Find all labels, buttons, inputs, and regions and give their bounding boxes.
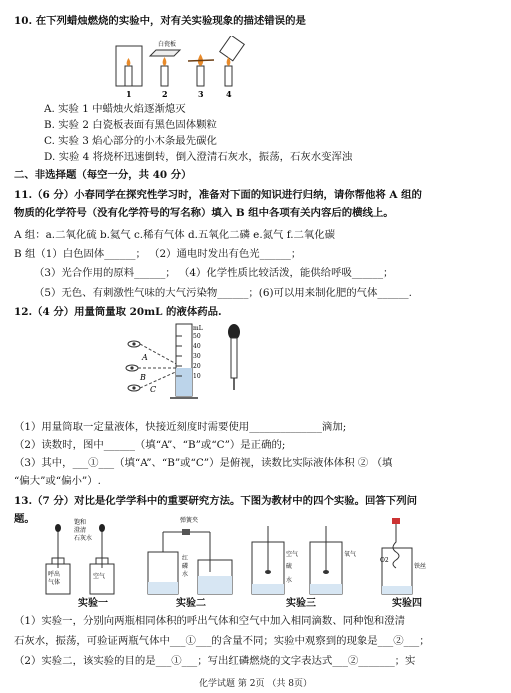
exp3-sulfur-icon <box>252 526 342 594</box>
caption-exp4: 实验四 <box>392 598 422 609</box>
tick-20: 20 <box>193 363 201 370</box>
q10-option-a: A. 实验 1 中蜡烛火焰逐渐熄灭 <box>44 103 186 115</box>
candle-beaker-icon <box>116 46 142 86</box>
q13-stem-1: 13.（7 分）对比是化学学科中的重要研究方法。下图为教材中的四个实验。回答下列问 <box>14 495 417 507</box>
q10-stem: 10. 在下列蜡烛燃烧的实验中，对有关实验现象的描述错误的是 <box>14 15 306 27</box>
fig-num-1: 1 <box>126 89 132 99</box>
q11-b1: B 组（1）白色固体______； （2）通电时发出有色光______； <box>14 248 302 260</box>
q10-option-c: C. 实验 3 焰心部分的小木条最先碳化 <box>44 135 217 147</box>
tick-50: 50 <box>193 333 201 340</box>
q10-candle-figure <box>112 36 252 100</box>
exp3-label-oxygen: 氧气 <box>344 551 357 558</box>
exp1-label-5: 气体 <box>48 579 61 586</box>
exp3-label-air: 空气 <box>286 551 299 558</box>
q13-l1: （1）实验一，分别向两瓶相同体积的呼出气体和空气中加入相同滴数、同种饱和澄清 <box>14 615 406 627</box>
tick-30: 30 <box>193 353 201 360</box>
exp4-iron-wire-icon <box>382 518 412 594</box>
exp2-label-clamp: 弹簧夹 <box>180 517 199 524</box>
caption-exp1: 实验一 <box>78 598 108 609</box>
q11-b3: （5）无色、有刺激性气味的大气污染物______；(6)可以用来制化肥的气体______. <box>34 287 412 299</box>
eye-label-a: A <box>142 353 148 362</box>
exp4-label-iron: 铁丝 <box>414 563 427 570</box>
q13-experiments-figure <box>30 512 450 598</box>
caption-exp2: 实验二 <box>176 598 206 609</box>
eye-label-c: C <box>150 385 157 394</box>
exp2-label-red: 红 <box>182 555 189 562</box>
q13-l2: 石灰水，振荡，可验证两瓶气体中___①___的含量不同；实验中观察到的现象是___②___； <box>14 635 430 647</box>
q12-l4: “偏大”或“偏小”）. <box>14 475 101 487</box>
fig-num-2: 2 <box>162 89 168 99</box>
q13-l3: （2）实验二，该实验的目的是___①___；写出红磷燃烧的文字表达式___②_______；实 <box>14 655 416 667</box>
exp1-label-2: 澄清 <box>74 527 87 534</box>
eye-label-b: B <box>140 373 146 382</box>
fig-num-3: 3 <box>198 89 204 99</box>
exp4-label-o2: O2 <box>380 557 389 564</box>
page-footer: 化学试题 第 2页 （共 8页） <box>199 679 312 689</box>
section-title: 二、非选择题（每空一分，共 40 分） <box>14 169 192 181</box>
q13-stem-2: 题。 <box>14 513 35 525</box>
exp1-label-4: 呼出 <box>48 571 61 578</box>
q11-stem-1: 11.（6 分）小春同学在探究性学习时，准备对下面的知识进行归纳，请你帮他将 A 组的 <box>14 189 422 201</box>
exp2-label-water: 水 <box>182 571 189 578</box>
candle-tile-icon <box>150 40 180 86</box>
exp2-phosphorus-icon <box>148 529 232 594</box>
q12-l2: （2）读数时，图中______（填“A”、“B”或“C”）是正确的; <box>14 439 286 451</box>
exp3-label-water: 水 <box>286 577 293 584</box>
tile-label: 白瓷板 <box>158 41 177 48</box>
q12-cylinder-figure <box>120 322 270 402</box>
tick-40: 40 <box>193 343 201 350</box>
candle-stick-icon <box>188 54 214 86</box>
fig-num-4: 4 <box>226 89 232 99</box>
q11-group-a: A 组：a.二氧化硫 b.氦气 c.稀有气体 d.五氧化二磷 e.氮气 f.二氧化碳 <box>14 229 336 241</box>
caption-exp3: 实验三 <box>286 598 316 609</box>
q12-l3: （3）其中，___①___（填“A”、“B”或“C”）是俯视，读数比实际液体体积 ② （填 <box>14 457 393 469</box>
exp2-label-p: 磷 <box>182 563 189 570</box>
q11-stem-2: 物质的化学符号（没有化学符号的写名称）填入 B 组中各项有关内容后的横线上。 <box>14 207 394 219</box>
exp3-label-sulfur: 硫 <box>286 563 293 570</box>
tick-unit: mL <box>193 325 203 332</box>
exp1-label-3: 石灰水 <box>74 535 93 542</box>
eye-icon <box>126 341 140 391</box>
tick-10: 10 <box>193 373 201 380</box>
exp1-label-6: 空气 <box>93 573 106 580</box>
candle-tilted-beaker-icon <box>220 36 245 86</box>
exp1-label-1: 饱和 <box>74 519 87 526</box>
q11-b2: （3）光合作用的原料______； （4）化学性质比较活泼，能供给呼吸______； <box>34 267 394 279</box>
dropper-icon <box>228 324 240 390</box>
q10-option-d: D. 实验 4 将烧杯迅速倒转，倒入澄清石灰水，振荡，石灰水变浑浊 <box>44 151 353 163</box>
q12-stem: 12.（4 分）用量筒量取 20mL 的液体药品. <box>14 306 222 318</box>
q12-l1: （1）用量筒取一定量液体，快接近刻度时需要使用______________滴加; <box>14 421 347 433</box>
q10-option-b: B. 实验 2 白瓷板表面有黑色固体颗粒 <box>44 119 217 131</box>
